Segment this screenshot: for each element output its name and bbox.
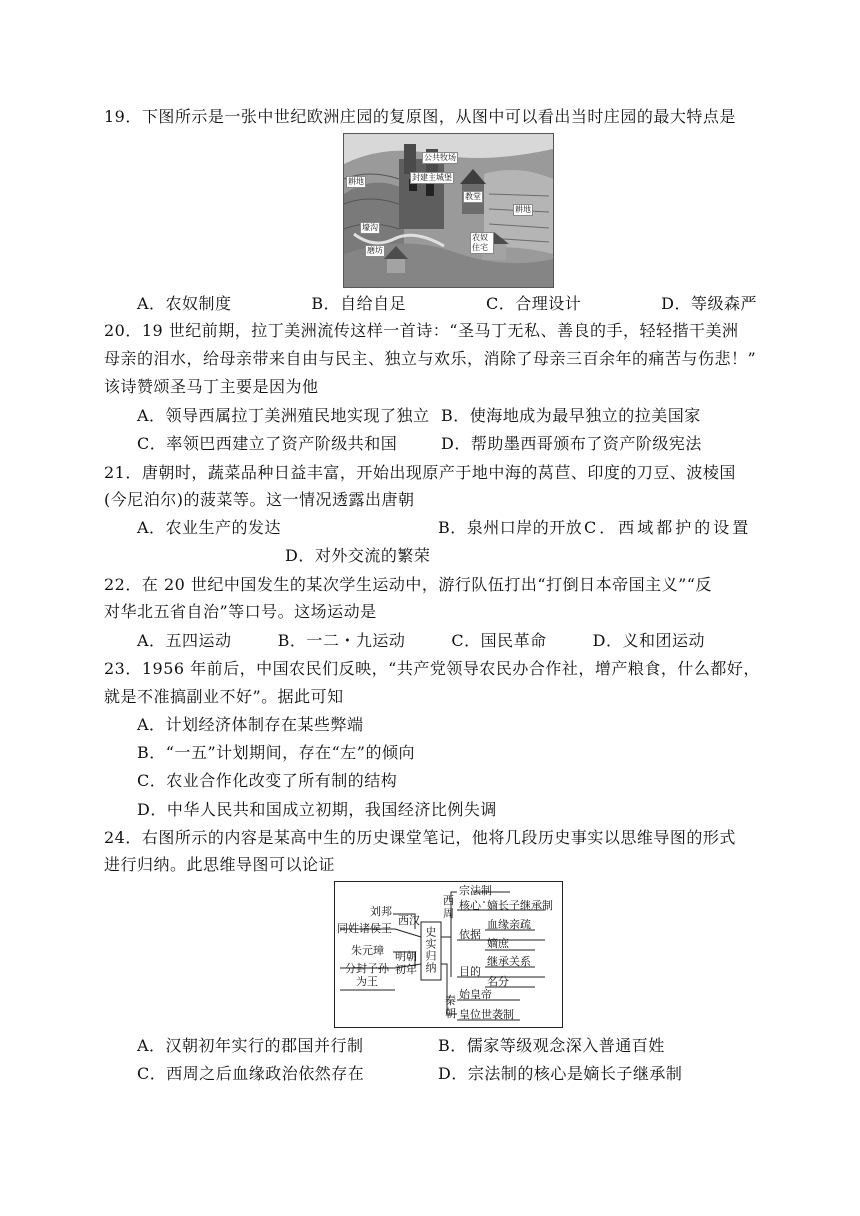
mm-jicheng: 继承关系 <box>487 955 531 968</box>
question-20-option-c[interactable]: C．率领巴西建立了资产阶级共和国 <box>137 434 398 453</box>
question-20-stem-3: 该诗赞颂圣马丁主要是因为他 <box>104 377 319 396</box>
question-23-option-a[interactable]: A．计划经济体制存在某些弊端 <box>137 715 364 734</box>
question-23-option-d[interactable]: D．中华人民共和国成立初期，我国经济比例失调 <box>137 800 497 819</box>
label-moat: 壕沟 <box>362 223 378 232</box>
question-23-option-b[interactable]: B．“一五”计划期间，存在“左”的倾向 <box>137 743 415 762</box>
mm-center: 史实归纳 <box>424 926 437 974</box>
mm-hexin: 核心 <box>459 899 481 912</box>
option-d[interactable]: D．义和团运动 <box>592 631 705 650</box>
question-23-option-c[interactable]: C．农业合作化改变了所有制的结构 <box>137 771 398 790</box>
question-24-option-c[interactable]: C．西周之后血缘政治依然存在 <box>137 1064 365 1083</box>
question-21-option-d[interactable]: D．对外交流的繁荣 <box>285 546 431 565</box>
mm-yiju: 依据 <box>459 928 481 941</box>
mm-fenfeng: 分封子孙为王 <box>345 962 389 988</box>
question-20-option-b[interactable]: B．使海地成为最早独立的拉美国家 <box>441 406 701 425</box>
label-church: 教堂 <box>465 192 481 201</box>
mm-mingchao: 明朝初年 <box>395 950 417 976</box>
manor-illustration <box>343 133 554 288</box>
mm-dishu: 嫡庶 <box>487 937 509 950</box>
question-23-stem-1: 23．1956 年前后，中国农民们反映，“共产党领导农民办合作社，增产粮食，什么都好， <box>104 659 760 678</box>
question-21-option-b[interactable]: B．泉州口岸的开放 <box>438 518 583 537</box>
label-farmland-right: 耕地 <box>515 205 531 214</box>
question-20-option-d[interactable]: D．帮助墨西哥颁布了资产阶级宪法 <box>441 434 702 453</box>
question-21-option-a[interactable]: A．农业生产的发达 <box>137 518 282 537</box>
mm-zhuyuanzhang: 朱元璋 <box>351 944 384 957</box>
mm-tongxing: 同姓诸侯王 <box>337 922 392 935</box>
label-serf-houses: 农奴住宅 <box>470 232 494 254</box>
question-22-stem-2: 对华北五省自治”等口号。这场运动是 <box>104 602 377 621</box>
question-24-option-a[interactable]: A．汉朝初年实行的郡国并行制 <box>137 1036 364 1055</box>
option-a[interactable]: A．农奴制度 <box>137 294 232 313</box>
question-20-stem-2: 母亲的泪水，给母亲带来自由与民主、独立与欢乐，消除了母亲三百余年的痛苦与伤悲！” <box>104 349 757 368</box>
question-21-stem-1: 21．唐朝时，蔬菜品种日益丰富，开始出现原产于地中海的莴苣、印度的刀豆、波棱国 <box>104 463 736 482</box>
mm-liubang: 刘邦 <box>370 905 392 918</box>
question-22-options <box>137 630 705 652</box>
option-c[interactable]: C．国民革命 <box>451 631 547 650</box>
history-mind-map <box>334 881 563 1028</box>
label-farmland-left: 耕地 <box>348 177 364 186</box>
label-manor-castle: 封建主城堡 <box>412 173 452 182</box>
mm-shihuangdi: 始皇帝 <box>459 988 492 1001</box>
question-20-option-a[interactable]: A．领导西属拉丁美洲殖民地实现了独立 <box>137 406 430 425</box>
option-a[interactable]: A．五四运动 <box>137 631 232 650</box>
question-19-options <box>137 293 757 315</box>
mm-qinchao: 秦朝 <box>445 994 456 1020</box>
question-21-stem-2: (今尼泊尔)的菠菜等。这一情况透露出唐朝 <box>104 490 415 509</box>
mm-xizhou: 西周 <box>443 894 454 920</box>
option-b[interactable]: B．自给自足 <box>311 294 407 313</box>
question-19-stem: 19．下图所示是一张中世纪欧洲庄园的复原图，从图中可以看出当时庄园的最大特点是 <box>104 107 736 126</box>
mm-mudi: 目的 <box>459 965 481 978</box>
mm-zongfa: 宗法制 <box>459 884 492 897</box>
option-b[interactable]: B．一二・九运动 <box>277 631 406 650</box>
question-24-option-d[interactable]: D．宗法制的核心是嫡长子继承制 <box>438 1064 683 1083</box>
question-24-option-b[interactable]: B．儒家等级观念深入普通百姓 <box>438 1036 665 1055</box>
mm-dizhang: 嫡长子继承制 <box>487 899 553 912</box>
mm-xihan: 西汉 <box>398 914 420 927</box>
question-20-stem-1: 20．19 世纪前期，拉丁美洲流传这样一首诗：“圣马丁无私、善良的手，轻轻揩干美洲 <box>104 321 739 340</box>
option-c[interactable]: C．合理设计 <box>486 294 582 313</box>
option-d[interactable]: D．等级森严 <box>661 294 757 313</box>
question-24-stem-1: 24．右图所示的内容是某高中生的历史课堂笔记，他将几段历史事实以思维导图的形式 <box>104 828 736 847</box>
question-24-stem-2: 进行归纳。此思维导图可以论证 <box>104 855 336 874</box>
mm-huangwei: 皇位世袭制 <box>459 1008 514 1021</box>
question-22-stem-1: 22．在 20 世纪中国发生的某次学生运动中，游行队伍打出“打倒日本帝国主义”“反 <box>104 575 712 594</box>
question-21-option-c[interactable]: C．西域都护的设置 <box>584 518 752 537</box>
label-mill: 磨坊 <box>367 246 383 255</box>
mm-xueyuan: 血缘亲疏 <box>487 918 531 931</box>
label-common-pasture: 公共牧场 <box>424 153 456 162</box>
mm-mingfen: 名分 <box>487 975 509 988</box>
question-23-stem-2: 就是不准搞副业不好”。据此可知 <box>104 687 344 706</box>
